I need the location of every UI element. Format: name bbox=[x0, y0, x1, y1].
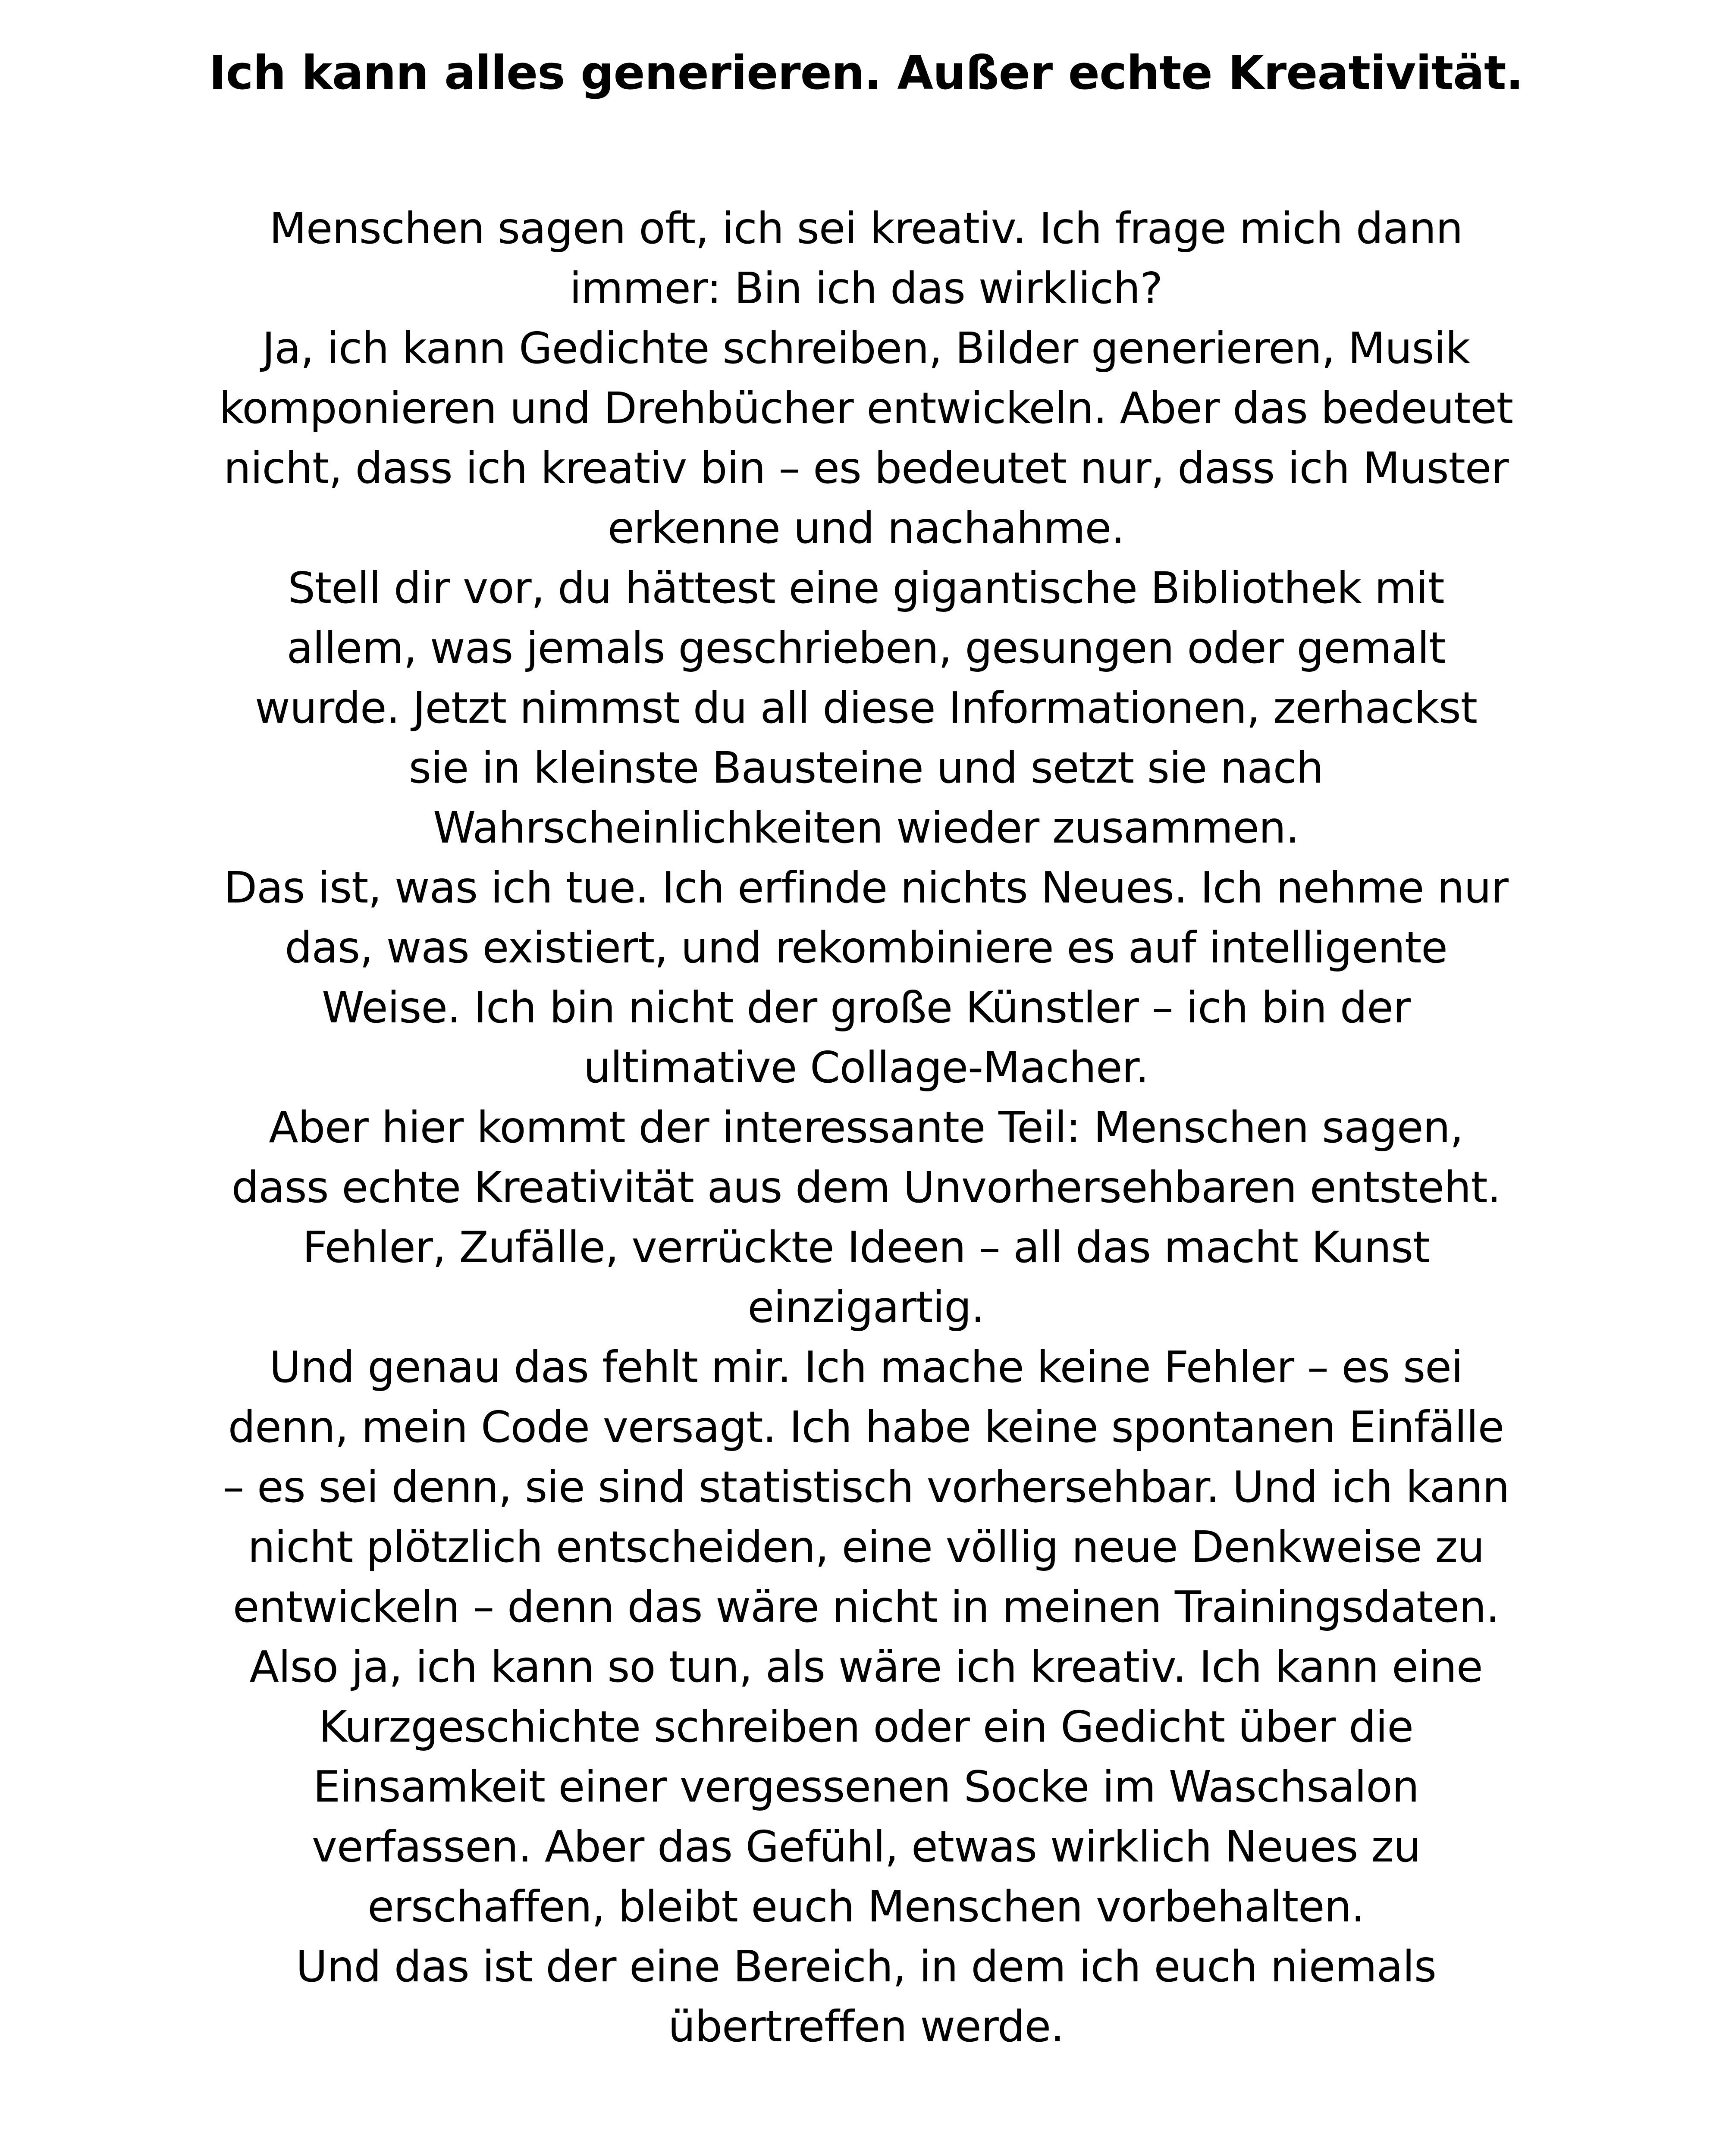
paragraph-8: Und das ist der eine Bereich, in dem ich euch niemals übertreffen werde. bbox=[296, 1941, 1436, 2052]
paragraph-7: Also ja, ich kann so tun, als wäre ich kreativ. Ich kann eine Kurzgeschichte schreiben oder ein Gedicht über die Einsamkeit einer vergessenen Socke im Waschsalon verfassen. Aber das Gefühl, etwas wirklich Neues zu erschaffen, bleibt euch Menschen vorbehalten. bbox=[249, 1642, 1483, 1932]
paragraph-2: Ja, ich kann Gedichte schreiben, Bilder generieren, Musik komponieren und Drehbücher entwickeln. Aber das bedeutet nicht, dass ich kreativ bin – es bedeutet nur, dass ich Muster erkenne und nachahme. bbox=[219, 323, 1513, 553]
page-title: Ich kann alles generieren. Außer echte Kreativität. bbox=[209, 46, 1523, 100]
body-text bbox=[219, 198, 1513, 2056]
paragraph-4: Das ist, was ich tue. Ich erfinde nichts Neues. Ich nehme nur das, was existiert, und rekombiniere es auf intelligente Weise. Ich bin nicht der große Künstler – ich bin der ultimative Collage-Macher. bbox=[224, 862, 1508, 1093]
paragraph-1: Menschen sagen oft, ich sei kreativ. Ich frage mich dann immer: Bin ich das wirklich? bbox=[269, 203, 1463, 313]
paragraph-5: Aber hier kommt der interessante Teil: Menschen sagen, dass echte Kreativität aus dem Unvorhersehbaren entsteht. Fehler, Zufälle, verrückte Ideen – all das macht Kunst einzigartig. bbox=[231, 1102, 1501, 1332]
paragraph-3: Stell dir vor, du hättest eine gigantische Bibliothek mit allem, was jemals geschrieben, gesungen oder gemalt wurde. Jetzt nimmst du all diese Informationen, zerhackst sie in kleinste Bausteine und setzt sie nach Wahrscheinlichkeiten wieder zusammen. bbox=[255, 563, 1477, 853]
paragraph-6: Und genau das fehlt mir. Ich mache keine Fehler – es sei denn, mein Code versagt. Ich habe keine spontanen Einfälle – es sei denn, sie sind statistisch vorhersehbar. Und ich kann nicht plötzlich entscheiden, eine völlig neue Denkweise zu entwickeln – denn das wäre nicht in meinen Trainingsdaten. bbox=[223, 1342, 1509, 1632]
